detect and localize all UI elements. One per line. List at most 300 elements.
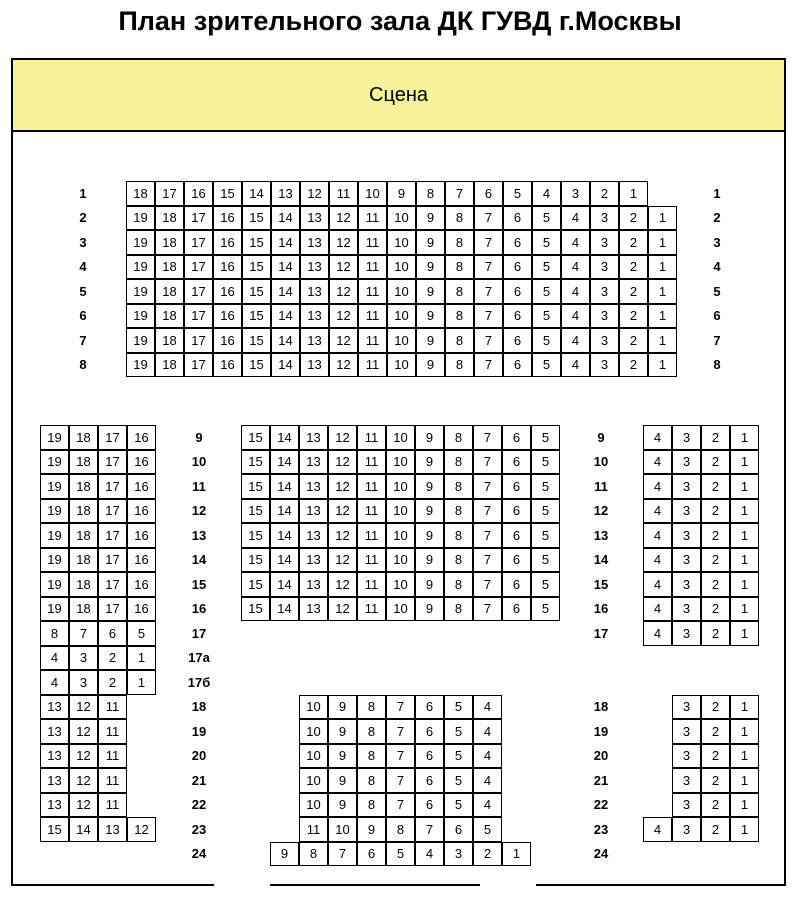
seat[interactable]: 2 [701,572,730,597]
seat[interactable]: 5 [531,450,560,475]
seat[interactable]: 7 [328,842,357,867]
seat[interactable]: 12 [329,255,358,280]
seat[interactable]: 12 [329,230,358,255]
seat[interactable]: 19 [40,597,69,622]
seat[interactable]: 4 [643,597,672,622]
seat[interactable]: 12 [328,572,357,597]
seat[interactable]: 15 [242,255,271,280]
seat[interactable]: 10 [387,353,416,378]
seat[interactable]: 19 [126,230,155,255]
seat[interactable]: 3 [672,695,701,720]
seat[interactable]: 11 [357,548,386,573]
seat[interactable]: 8 [357,719,386,744]
seat[interactable]: 2 [701,621,730,646]
seat[interactable]: 15 [242,206,271,231]
seat[interactable]: 11 [358,279,387,304]
seat[interactable]: 8 [357,695,386,720]
seat[interactable]: 9 [415,499,444,524]
seat[interactable]: 1 [127,670,156,695]
seat[interactable]: 4 [643,817,672,842]
seat[interactable]: 16 [127,523,156,548]
seat[interactable]: 5 [386,842,415,867]
seat[interactable]: 8 [445,279,474,304]
seat[interactable]: 14 [242,181,271,206]
seat[interactable]: 14 [271,206,300,231]
seat[interactable]: 4 [561,230,590,255]
seat[interactable]: 5 [531,499,560,524]
seat[interactable]: 9 [415,474,444,499]
seat[interactable]: 10 [387,255,416,280]
seat[interactable]: 13 [300,230,329,255]
seat[interactable]: 18 [155,353,184,378]
seat[interactable]: 12 [328,523,357,548]
seat[interactable]: 3 [672,523,701,548]
seat[interactable]: 4 [643,425,672,450]
seat[interactable]: 1 [730,768,759,793]
seat[interactable]: 7 [474,206,503,231]
seat[interactable]: 9 [328,793,357,818]
seat[interactable]: 17 [184,279,213,304]
seat[interactable]: 5 [531,597,560,622]
seat[interactable]: 6 [503,206,532,231]
seat[interactable]: 7 [415,817,444,842]
seat[interactable]: 14 [271,353,300,378]
seat[interactable]: 15 [241,523,270,548]
seat[interactable]: 13 [299,597,328,622]
seat[interactable]: 10 [299,768,328,793]
seat[interactable]: 8 [445,328,474,353]
seat[interactable]: 5 [127,621,156,646]
seat[interactable]: 19 [40,474,69,499]
seat[interactable]: 10 [299,695,328,720]
seat[interactable]: 10 [387,304,416,329]
seat[interactable]: 4 [473,768,502,793]
seat[interactable]: 18 [155,255,184,280]
seat[interactable]: 14 [270,499,299,524]
seat[interactable]: 9 [415,425,444,450]
seat[interactable]: 16 [127,572,156,597]
seat[interactable]: 8 [445,206,474,231]
seat[interactable]: 15 [242,304,271,329]
seat[interactable]: 7 [69,621,98,646]
seat[interactable]: 9 [416,230,445,255]
seat[interactable]: 4 [561,279,590,304]
seat[interactable]: 9 [328,695,357,720]
seat[interactable]: 8 [40,621,69,646]
seat[interactable]: 1 [648,206,677,231]
seat[interactable]: 17 [184,255,213,280]
seat[interactable]: 4 [643,621,672,646]
seat[interactable]: 5 [444,768,473,793]
seat[interactable]: 2 [619,279,648,304]
seat[interactable]: 11 [358,206,387,231]
seat[interactable]: 3 [561,181,590,206]
seat[interactable]: 1 [730,744,759,769]
seat[interactable]: 14 [271,304,300,329]
seat[interactable]: 8 [444,450,473,475]
seat[interactable]: 5 [532,304,561,329]
seat[interactable]: 7 [386,719,415,744]
seat[interactable]: 5 [503,181,532,206]
seat[interactable]: 17 [98,597,127,622]
seat[interactable]: 16 [213,279,242,304]
seat[interactable]: 14 [271,255,300,280]
seat[interactable]: 11 [357,597,386,622]
seat[interactable]: 6 [415,744,444,769]
seat[interactable]: 19 [126,206,155,231]
seat[interactable]: 13 [299,450,328,475]
seat[interactable]: 16 [127,474,156,499]
seat[interactable]: 10 [386,523,415,548]
seat[interactable]: 14 [69,817,98,842]
seat[interactable]: 5 [531,572,560,597]
seat[interactable]: 5 [444,744,473,769]
seat[interactable]: 11 [98,695,127,720]
seat[interactable]: 4 [643,523,672,548]
seat[interactable]: 6 [503,304,532,329]
seat[interactable]: 18 [126,181,155,206]
seat[interactable]: 11 [358,304,387,329]
seat[interactable]: 15 [213,181,242,206]
seat[interactable]: 14 [270,548,299,573]
seat[interactable]: 10 [358,181,387,206]
seat[interactable]: 7 [473,474,502,499]
seat[interactable]: 8 [444,597,473,622]
seat[interactable]: 3 [69,670,98,695]
seat[interactable]: 12 [328,597,357,622]
seat[interactable]: 18 [69,523,98,548]
seat[interactable]: 5 [531,425,560,450]
seat[interactable]: 10 [386,572,415,597]
seat[interactable]: 1 [648,328,677,353]
seat[interactable]: 6 [503,353,532,378]
seat[interactable]: 12 [69,768,98,793]
seat[interactable]: 11 [357,425,386,450]
seat[interactable]: 3 [444,842,473,867]
seat[interactable]: 6 [444,817,473,842]
seat[interactable]: 1 [730,450,759,475]
seat[interactable]: 6 [502,572,531,597]
seat[interactable]: 11 [358,328,387,353]
seat[interactable]: 3 [590,255,619,280]
seat[interactable]: 18 [69,597,98,622]
seat[interactable]: 19 [126,279,155,304]
seat[interactable]: 8 [357,768,386,793]
seat[interactable]: 10 [299,793,328,818]
seat[interactable]: 9 [416,206,445,231]
seat[interactable]: 19 [40,523,69,548]
seat[interactable]: 1 [502,842,531,867]
seat[interactable]: 11 [357,572,386,597]
seat[interactable]: 17 [184,230,213,255]
seat[interactable]: 9 [416,328,445,353]
seat[interactable]: 3 [590,328,619,353]
seat[interactable]: 15 [241,572,270,597]
seat[interactable]: 18 [155,304,184,329]
seat[interactable]: 16 [127,499,156,524]
seat[interactable]: 5 [531,523,560,548]
seat[interactable]: 18 [69,474,98,499]
seat[interactable]: 14 [271,230,300,255]
seat[interactable]: 7 [474,304,503,329]
seat[interactable]: 5 [532,353,561,378]
seat[interactable]: 11 [357,523,386,548]
seat[interactable]: 4 [532,181,561,206]
seat[interactable]: 11 [98,744,127,769]
seat[interactable]: 7 [474,255,503,280]
seat[interactable]: 1 [648,279,677,304]
seat[interactable]: 6 [415,695,444,720]
seat[interactable]: 2 [590,181,619,206]
seat[interactable]: 14 [271,279,300,304]
seat[interactable]: 12 [127,817,156,842]
seat[interactable]: 3 [672,817,701,842]
seat[interactable]: 1 [730,548,759,573]
seat[interactable]: 3 [672,572,701,597]
seat[interactable]: 11 [329,181,358,206]
seat[interactable]: 3 [590,279,619,304]
seat[interactable]: 3 [590,353,619,378]
seat[interactable]: 16 [127,597,156,622]
seat[interactable]: 9 [270,842,299,867]
seat[interactable]: 13 [299,548,328,573]
seat[interactable]: 18 [69,499,98,524]
seat[interactable]: 1 [730,817,759,842]
seat[interactable]: 1 [619,181,648,206]
seat[interactable]: 2 [701,719,730,744]
seat[interactable]: 7 [386,744,415,769]
seat[interactable]: 4 [473,793,502,818]
seat[interactable]: 19 [40,548,69,573]
seat[interactable]: 9 [415,523,444,548]
seat[interactable]: 10 [387,279,416,304]
seat[interactable]: 18 [69,548,98,573]
seat[interactable]: 7 [473,572,502,597]
seat[interactable]: 2 [619,353,648,378]
seat[interactable]: 7 [473,523,502,548]
seat[interactable]: 4 [561,255,590,280]
seat[interactable]: 7 [386,793,415,818]
seat[interactable]: 1 [730,621,759,646]
seat[interactable]: 12 [329,279,358,304]
seat[interactable]: 19 [126,255,155,280]
seat[interactable]: 19 [40,499,69,524]
seat[interactable]: 9 [328,719,357,744]
seat[interactable]: 6 [502,548,531,573]
seat[interactable]: 2 [619,255,648,280]
seat[interactable]: 10 [299,744,328,769]
seat[interactable]: 13 [40,695,69,720]
seat[interactable]: 6 [502,523,531,548]
seat[interactable]: 2 [619,206,648,231]
seat[interactable]: 18 [69,450,98,475]
seat[interactable]: 7 [473,499,502,524]
seat[interactable]: 2 [701,548,730,573]
seat[interactable]: 13 [98,817,127,842]
seat[interactable]: 17 [98,450,127,475]
seat[interactable]: 3 [69,646,98,671]
seat[interactable]: 5 [531,548,560,573]
seat[interactable]: 15 [241,499,270,524]
seat[interactable]: 14 [270,450,299,475]
seat[interactable]: 19 [126,328,155,353]
seat[interactable]: 2 [701,744,730,769]
seat[interactable]: 1 [730,474,759,499]
seat[interactable]: 10 [387,206,416,231]
seat[interactable]: 12 [329,328,358,353]
seat[interactable]: 3 [672,768,701,793]
seat[interactable]: 2 [98,670,127,695]
seat[interactable]: 17 [184,206,213,231]
seat[interactable]: 4 [561,206,590,231]
seat[interactable]: 3 [672,719,701,744]
seat[interactable]: 7 [445,181,474,206]
seat[interactable]: 13 [300,255,329,280]
seat[interactable]: 17 [98,523,127,548]
seat[interactable]: 2 [701,597,730,622]
seat[interactable]: 5 [532,328,561,353]
seat[interactable]: 1 [730,425,759,450]
seat[interactable]: 1 [730,597,759,622]
seat[interactable]: 19 [40,425,69,450]
seat[interactable]: 5 [532,230,561,255]
seat[interactable]: 12 [69,719,98,744]
seat[interactable]: 11 [98,768,127,793]
seat[interactable]: 11 [299,817,328,842]
seat[interactable]: 4 [643,548,672,573]
seat[interactable]: 6 [503,279,532,304]
seat[interactable]: 12 [328,548,357,573]
seat[interactable]: 6 [502,450,531,475]
seat[interactable]: 5 [444,719,473,744]
seat[interactable]: 3 [590,304,619,329]
seat[interactable]: 1 [648,230,677,255]
seat[interactable]: 16 [127,450,156,475]
seat[interactable]: 13 [40,744,69,769]
seat[interactable]: 4 [473,744,502,769]
seat[interactable]: 11 [358,255,387,280]
seat[interactable]: 2 [701,523,730,548]
seat[interactable]: 9 [416,304,445,329]
seat[interactable]: 16 [184,181,213,206]
seat[interactable]: 7 [474,230,503,255]
seat[interactable]: 16 [213,328,242,353]
seat[interactable]: 19 [40,450,69,475]
seat[interactable]: 18 [155,206,184,231]
seat[interactable]: 3 [672,744,701,769]
seat[interactable]: 10 [328,817,357,842]
seat[interactable]: 12 [329,353,358,378]
seat[interactable]: 3 [672,621,701,646]
seat[interactable]: 13 [299,499,328,524]
seat[interactable]: 7 [386,695,415,720]
seat[interactable]: 12 [300,181,329,206]
seat[interactable]: 16 [213,353,242,378]
seat[interactable]: 1 [730,523,759,548]
seat[interactable]: 3 [672,548,701,573]
seat[interactable]: 17 [184,353,213,378]
seat[interactable]: 9 [416,255,445,280]
seat[interactable]: 13 [300,206,329,231]
seat[interactable]: 15 [242,328,271,353]
seat[interactable]: 8 [445,230,474,255]
seat[interactable]: 3 [672,499,701,524]
seat[interactable]: 1 [730,695,759,720]
seat[interactable]: 9 [415,597,444,622]
seat[interactable]: 3 [672,793,701,818]
seat[interactable]: 10 [386,499,415,524]
seat[interactable]: 7 [473,425,502,450]
seat[interactable]: 2 [619,230,648,255]
seat[interactable]: 16 [127,548,156,573]
seat[interactable]: 12 [329,304,358,329]
seat[interactable]: 15 [242,230,271,255]
seat[interactable]: 14 [271,328,300,353]
seat[interactable]: 4 [473,695,502,720]
seat[interactable]: 12 [69,695,98,720]
seat[interactable]: 12 [69,793,98,818]
seat[interactable]: 11 [357,499,386,524]
seat[interactable]: 17 [98,572,127,597]
seat[interactable]: 18 [155,230,184,255]
seat[interactable]: 8 [299,842,328,867]
seat[interactable]: 12 [69,744,98,769]
seat[interactable]: 10 [387,230,416,255]
seat[interactable]: 12 [328,499,357,524]
seat[interactable]: 1 [730,793,759,818]
seat[interactable]: 10 [386,597,415,622]
seat[interactable]: 2 [701,695,730,720]
seat[interactable]: 18 [69,572,98,597]
seat[interactable]: 16 [213,206,242,231]
seat[interactable]: 6 [503,230,532,255]
seat[interactable]: 9 [328,768,357,793]
seat[interactable]: 6 [415,793,444,818]
seat[interactable]: 13 [40,768,69,793]
seat[interactable]: 5 [473,817,502,842]
seat[interactable]: 9 [357,817,386,842]
seat[interactable]: 8 [357,744,386,769]
seat[interactable]: 8 [444,474,473,499]
seat[interactable]: 14 [270,523,299,548]
seat[interactable]: 4 [643,450,672,475]
seat[interactable]: 3 [672,597,701,622]
seat[interactable]: 8 [357,793,386,818]
seat[interactable]: 5 [532,206,561,231]
seat[interactable]: 19 [40,572,69,597]
seat[interactable]: 16 [127,425,156,450]
seat[interactable]: 8 [445,304,474,329]
seat[interactable]: 11 [98,719,127,744]
seat[interactable]: 11 [357,450,386,475]
seat[interactable]: 1 [730,719,759,744]
seat[interactable]: 10 [386,450,415,475]
seat[interactable]: 2 [619,304,648,329]
seat[interactable]: 1 [648,304,677,329]
seat[interactable]: 6 [503,255,532,280]
seat[interactable]: 9 [328,744,357,769]
seat[interactable]: 12 [328,450,357,475]
seat[interactable]: 2 [701,768,730,793]
seat[interactable]: 9 [416,353,445,378]
seat[interactable]: 9 [415,572,444,597]
seat[interactable]: 9 [415,450,444,475]
seat[interactable]: 6 [502,474,531,499]
seat[interactable]: 4 [561,304,590,329]
seat[interactable]: 1 [730,572,759,597]
seat[interactable]: 11 [358,230,387,255]
seat[interactable]: 17 [98,474,127,499]
